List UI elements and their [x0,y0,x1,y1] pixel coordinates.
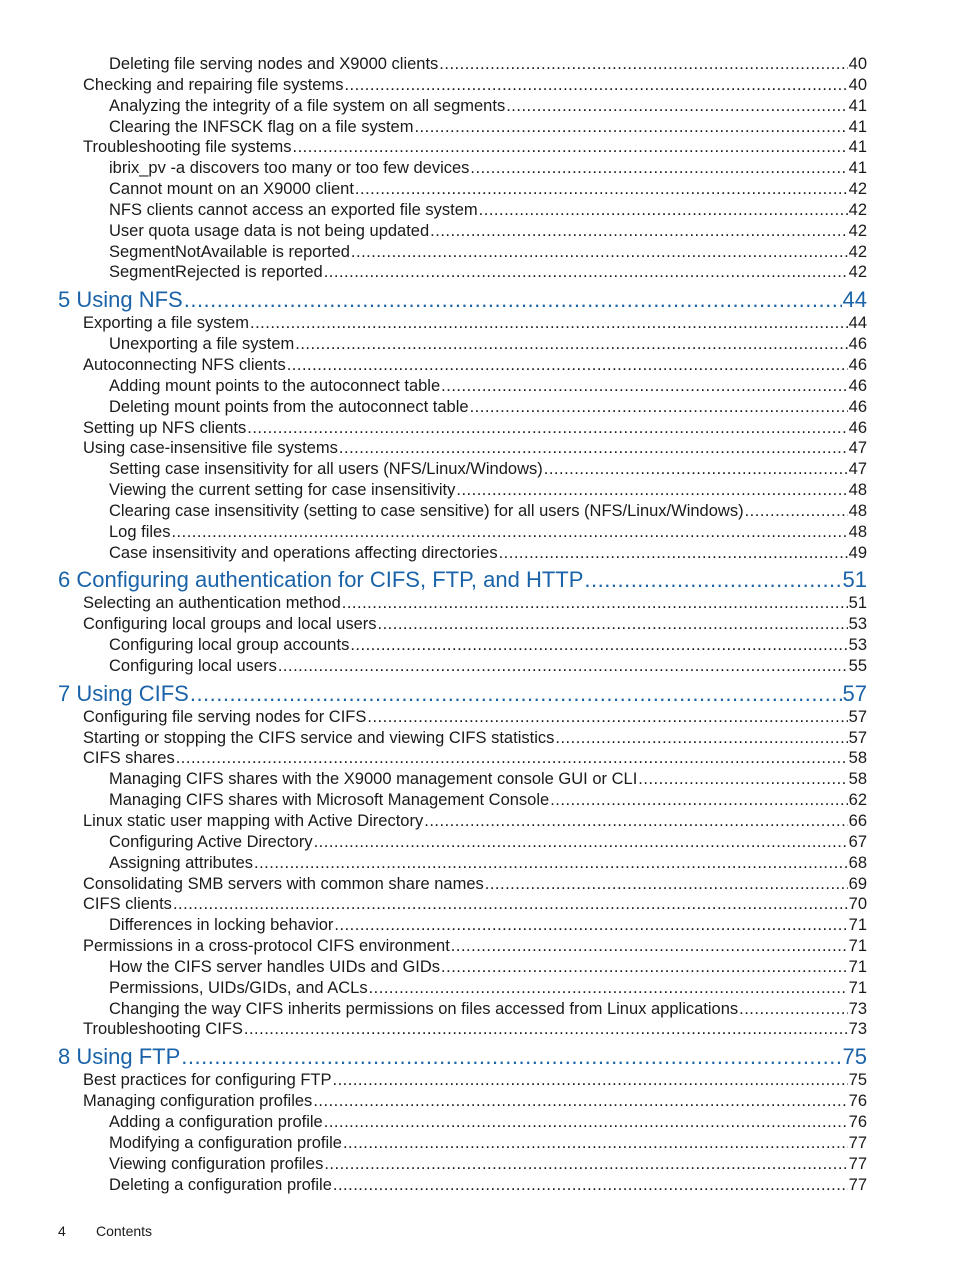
toc-entry-page-number: 42 [848,200,867,219]
toc-dot-leader [584,567,841,593]
toc-entry-title: Setting case insensitivity for all users (NFS/Linux/Windows) [109,460,543,479]
page-footer [58,1223,152,1239]
toc-entry-page-number: 66 [848,812,867,830]
toc-subsection-entry[interactable] [0,180,867,201]
toc-entry-title: Deleting a configuration profile [109,1175,332,1194]
toc-entry-title: Managing CIFS shares with Microsoft Management Console [109,791,550,810]
toc-section-entry[interactable] [0,937,867,958]
toc-section-entry[interactable] [0,1071,867,1092]
toc-entry-title: Configuring local groups and local users [83,615,377,634]
toc-entry-page-number: 42 [848,180,867,199]
toc-entry-page-number: 71 [848,937,867,956]
toc-subsection-entry[interactable] [0,118,867,139]
toc-entry-title: SegmentNotAvailable is reported [109,242,350,261]
toc-subsection-entry[interactable] [0,222,867,243]
toc-entry-title: Configuring local group accounts [109,636,350,655]
toc-dot-leader [334,916,847,935]
toc-entry-title: Troubleshooting CIFS [83,1020,243,1039]
toc-dot-leader [176,749,848,768]
toc-entry-title: Viewing configuration profiles [109,1154,324,1173]
toc-subsection-entry[interactable] [0,377,867,398]
toc-entry-title: SegmentRejected is reported [109,263,323,282]
toc-subsection-entry[interactable] [0,958,867,979]
toc-entry-title: Configuring local users [109,656,277,675]
toc-subsection-entry[interactable] [0,1113,867,1134]
toc-dot-leader [479,201,848,220]
toc-section-entry[interactable] [0,812,867,833]
footer-section-label: Contents [96,1223,153,1239]
toc-entry-title: Adding a configuration profile [109,1112,323,1131]
toc-subsection-entry[interactable] [0,523,867,544]
toc-dot-leader [247,419,847,438]
toc-entry-page-number: 57 [842,680,867,706]
toc-dot-leader [414,118,847,137]
toc-chapter-entry[interactable] [0,284,867,314]
toc-dot-leader [173,895,848,914]
toc-dot-leader [292,138,847,157]
toc-entry-page-number: 51 [848,594,867,613]
toc-subsection-entry[interactable] [0,544,867,565]
toc-dot-leader [244,1020,848,1039]
toc-subsection-entry[interactable] [0,502,867,523]
toc-section-entry[interactable] [0,895,867,916]
toc-dot-leader [441,377,847,396]
toc-entry-title: Autoconnecting NFS clients [83,355,286,374]
toc-section-entry[interactable] [0,749,867,770]
toc-entry-page-number: 42 [848,242,867,261]
toc-subsection-entry[interactable] [0,1000,867,1021]
toc-subsection-entry[interactable] [0,159,867,180]
toc-entry-page-number: 71 [848,916,867,935]
toc-dot-leader [470,398,848,417]
toc-dot-leader [181,1044,841,1070]
toc-subsection-entry[interactable] [0,97,867,118]
toc-subsection-entry[interactable] [0,243,867,264]
toc-entry-title: Assigning attributes [109,853,253,872]
toc-subsection-entry[interactable] [0,335,867,356]
toc-dot-leader [745,502,848,521]
toc-entry-page-number: 57 [848,707,867,726]
toc-entry-title: Permissions in a cross-protocol CIFS environment [83,937,450,956]
toc-entry-page-number: 55 [848,656,867,675]
toc-entry-page-number: 67 [848,832,867,851]
toc-entry-title: 6 Configuring authentication for CIFS, FTP, and HTTP [58,567,584,593]
toc-entry-page-number: 46 [848,335,867,354]
toc-dot-leader [333,1176,848,1195]
toc-entry-page-number: 49 [848,543,867,562]
toc-entry-title: Checking and repairing file systems [83,75,344,94]
toc-entry-title: Cannot mount on an X9000 client [109,180,354,199]
toc-section-entry[interactable] [0,439,867,460]
toc-entry-title: ibrix_pv -a discovers too many or too few devices [109,159,470,178]
toc-entry-page-number: 46 [848,355,867,374]
toc-entry-title: Managing configuration profiles [83,1092,313,1111]
toc-dot-leader [424,812,847,831]
toc-subsection-entry[interactable] [0,201,867,222]
toc-entry-page-number: 42 [848,263,867,282]
toc-entry-title: Selecting an authentication method [83,594,341,613]
toc-dot-leader [451,937,848,956]
toc-entry-title: Analyzing the integrity of a file system on all segments [109,96,506,115]
toc-dot-leader [333,1071,848,1090]
toc-entry-title: Configuring file serving nodes for CIFS [83,707,367,726]
toc-dot-leader [351,243,848,262]
toc-entry-page-number: 73 [848,999,867,1018]
toc-section-entry[interactable] [0,76,867,97]
toc-dot-leader [555,729,847,748]
toc-entry-title: 8 Using FTP [58,1044,181,1070]
footer-page-number: 4 [58,1223,66,1239]
toc-subsection-entry[interactable] [0,916,867,937]
toc-entry-page-number: 47 [848,439,867,458]
toc-dot-leader [506,97,847,116]
toc-entry-page-number: 40 [848,75,867,94]
toc-entry-title: Configuring Active Directory [109,832,313,851]
toc-entry-title: Best practices for configuring FTP [83,1071,332,1090]
toc-entry-page-number: 77 [848,1133,867,1152]
toc-entry-title: Clearing the INFSCK flag on a file system [109,117,414,136]
toc-entry-title: Consolidating SMB servers with common share names [83,874,484,893]
toc-entry-page-number: 58 [848,749,867,768]
toc-chapter-entry[interactable] [0,564,867,594]
toc-entry-title: Unexporting a file system [109,335,295,354]
toc-entry-title: CIFS clients [83,895,172,914]
toc-entry-page-number: 41 [848,138,867,157]
toc-entry-page-number: 77 [848,1154,867,1173]
toc-section-entry[interactable] [0,138,867,159]
toc-entry-title: Permissions, UIDs/GIDs, and ACLs [109,978,368,997]
toc-dot-leader [739,1000,848,1019]
toc-entry-title: CIFS shares [83,749,175,768]
toc-entry-page-number: 58 [848,770,867,789]
toc-entry-page-number: 73 [848,1020,867,1039]
toc-dot-leader [367,708,847,727]
toc-entry-title: Clearing case insensitivity (setting to case sensitive) for all users (NFS/Linux/Windows) [109,501,744,520]
toc-entry-title: Using case-insensitive file systems [83,439,338,458]
toc-chapter-entry[interactable] [0,1041,867,1071]
toc-subsection-entry[interactable] [0,55,867,76]
toc-entry-page-number: 41 [848,159,867,178]
toc-entry-page-number: 41 [848,96,867,115]
toc-entry-title: Managing CIFS shares with the X9000 management console GUI or CLI [109,770,638,789]
toc-dot-leader [355,180,848,199]
toc-subsection-entry[interactable] [0,460,867,481]
toc-entry-page-number: 76 [848,1112,867,1131]
toc-entry-title: NFS clients cannot access an exported file system [109,200,478,219]
table-of-contents [0,55,954,1196]
toc-entry-title: Differences in locking behavior [109,916,334,935]
toc-dot-leader [430,222,847,241]
toc-dot-leader [278,657,848,676]
toc-entry-page-number: 44 [848,314,867,333]
toc-dot-leader [295,335,847,354]
toc-section-entry[interactable] [0,729,867,750]
toc-entry-title: Troubleshooting file systems [83,138,292,157]
toc-entry-page-number: 75 [842,1044,867,1070]
toc-entry-title: Adding mount points to the autoconnect table [109,376,441,395]
toc-entry-title: Starting or stopping the CIFS service and viewing CIFS statistics [83,728,555,747]
toc-subsection-entry[interactable] [0,636,867,657]
toc-dot-leader [378,615,848,634]
toc-section-entry[interactable] [0,615,867,636]
toc-dot-leader [439,55,847,74]
toc-dot-leader [339,439,848,458]
toc-dot-leader [287,356,848,375]
toc-entry-page-number: 75 [848,1071,867,1090]
toc-entry-page-number: 44 [842,287,867,313]
toc-entry-page-number: 47 [848,460,867,479]
toc-dot-leader [324,1155,847,1174]
toc-entry-page-number: 51 [842,567,867,593]
toc-subsection-entry[interactable] [0,791,867,812]
toc-entry-page-number: 48 [848,522,867,541]
toc-entry-page-number: 71 [848,957,867,976]
toc-subsection-entry[interactable] [0,979,867,1000]
toc-dot-leader [314,833,848,852]
toc-entry-page-number: 53 [848,615,867,634]
toc-section-entry[interactable] [0,875,867,896]
toc-entry-page-number: 40 [848,55,867,73]
toc-subsection-entry[interactable] [0,263,867,284]
toc-subsection-entry[interactable] [0,1155,867,1176]
toc-entry-page-number: 69 [848,874,867,893]
toc-subsection-entry[interactable] [0,1134,867,1155]
toc-section-entry[interactable] [0,594,867,615]
toc-dot-leader [342,594,848,613]
toc-dot-leader [350,636,847,655]
toc-subsection-entry[interactable] [0,398,867,419]
toc-entry-title: Deleting file serving nodes and X9000 clients [109,55,439,73]
toc-dot-leader [344,76,847,95]
toc-dot-leader [313,1092,847,1111]
toc-entry-title: How the CIFS server handles UIDs and GIDs [109,957,441,976]
toc-subsection-entry[interactable] [0,1176,867,1197]
toc-dot-leader [184,287,842,313]
toc-entry-page-number: 46 [848,418,867,437]
toc-entry-title: Exporting a file system [83,314,249,333]
toc-dot-leader [499,544,848,563]
toc-entry-page-number: 57 [848,728,867,747]
toc-entry-page-number: 70 [848,895,867,914]
toc-section-entry[interactable] [0,708,867,729]
toc-section-entry[interactable] [0,419,867,440]
toc-entry-page-number: 77 [848,1175,867,1194]
toc-dot-leader [550,791,847,810]
toc-entry-title: Setting up NFS clients [83,418,247,437]
toc-entry-title: 5 Using NFS [58,287,183,313]
toc-entry-title: Case insensitivity and operations affecting directories [109,543,498,562]
toc-dot-leader [171,523,847,542]
toc-dot-leader [250,314,848,333]
toc-subsection-entry[interactable] [0,854,867,875]
toc-dot-leader [470,159,847,178]
toc-dot-leader [369,979,848,998]
toc-entry-title: Linux static user mapping with Active Directory [83,812,424,830]
toc-subsection-entry[interactable] [0,833,867,854]
toc-entry-page-number: 46 [848,376,867,395]
toc-entry-page-number: 68 [848,853,867,872]
toc-dot-leader [190,681,842,707]
toc-entry-page-number: 42 [848,221,867,240]
toc-entry-title: Viewing the current setting for case insensitivity [109,481,456,500]
toc-entry-page-number: 48 [848,481,867,500]
toc-entry-title: Deleting mount points from the autoconnect table [109,397,469,416]
toc-dot-leader [324,1113,848,1132]
toc-dot-leader [324,263,848,282]
toc-dot-leader [456,481,847,500]
toc-entry-page-number: 46 [848,397,867,416]
toc-entry-page-number: 71 [848,978,867,997]
toc-entry-title: User quota usage data is not being updated [109,221,430,240]
toc-entry-page-number: 62 [848,791,867,810]
toc-dot-leader [638,770,847,789]
toc-section-entry[interactable] [0,356,867,377]
toc-section-entry[interactable] [0,1092,867,1113]
toc-dot-leader [544,460,848,479]
toc-subsection-entry[interactable] [0,770,867,791]
toc-entry-page-number: 48 [848,501,867,520]
toc-subsection-entry[interactable] [0,481,867,502]
toc-dot-leader [441,958,848,977]
toc-entry-page-number: 76 [848,1092,867,1111]
toc-chapter-entry[interactable] [0,678,867,708]
toc-entry-page-number: 53 [848,636,867,655]
toc-entry-page-number: 41 [848,117,867,136]
toc-subsection-entry[interactable] [0,657,867,678]
toc-entry-title: Modifying a configuration profile [109,1133,342,1152]
toc-section-entry[interactable] [0,1020,867,1041]
toc-entry-title: Log files [109,522,171,541]
toc-section-entry[interactable] [0,314,867,335]
toc-dot-leader [343,1134,848,1153]
toc-dot-leader [254,854,848,873]
toc-dot-leader [485,875,848,894]
toc-entry-title: Changing the way CIFS inherits permissions on files accessed from Linux applications [109,999,739,1018]
toc-entry-title: 7 Using CIFS [58,680,189,706]
